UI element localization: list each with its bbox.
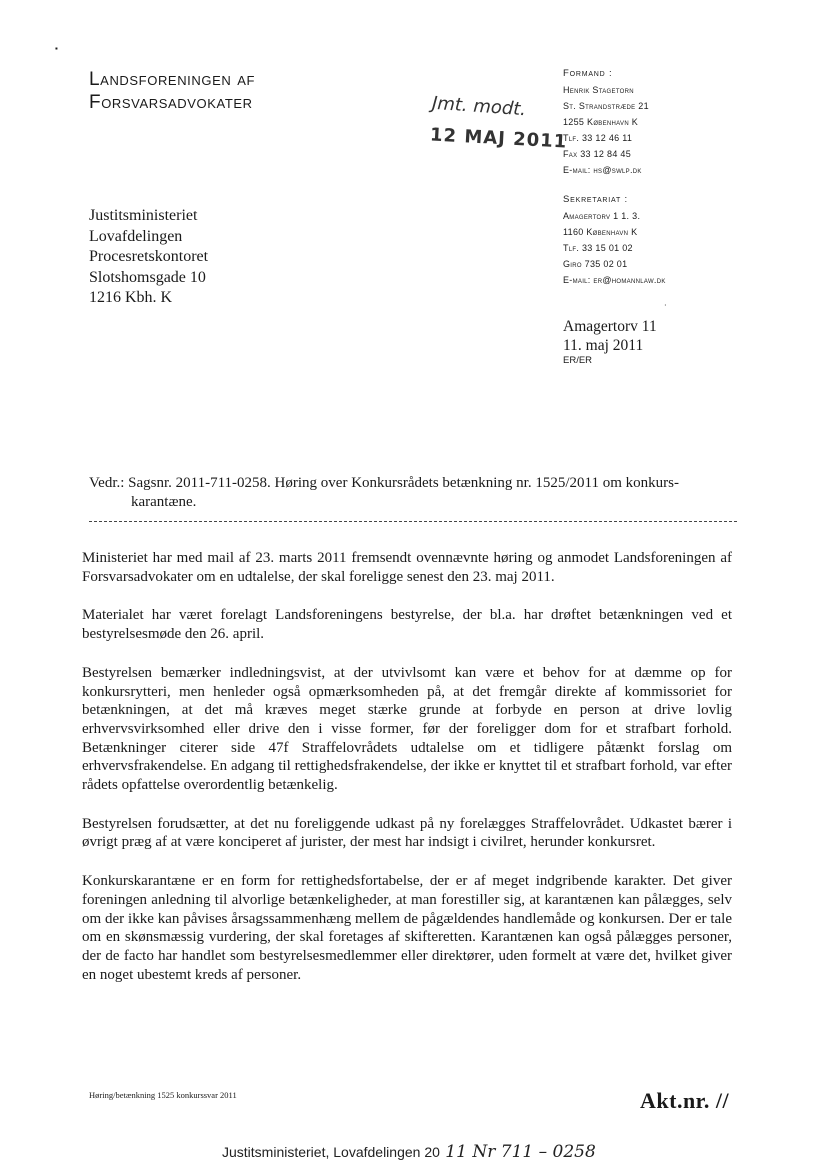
sekretariat-street: Amagertorv 1 1. 3. bbox=[563, 211, 641, 221]
paragraph: Konkurskarantæne er en form for rettighedsfortabelse, der er af meget indgribende karakter. Det giver foreningen anledning til alvorlige betænkeligheder, at man forestiller sig, at karantænen kan pålægges, selv om der ikke kan påvises årsagssammenhæng mellem de pågældendes handlemåde og konkursen. Der er tale om en skønsmæssig vurdering, der skal foretages af skifteretten. Karantænen kan også pålægges personer, der de facto har handlet som bestyrelsesmedlemmer eller direktører, uden formelt at være det, hvilket giver en noget ubestemt kreds af personer. bbox=[82, 873, 732, 983]
subject-line bbox=[89, 474, 739, 512]
recipient-line-3: Procesretskontoret bbox=[89, 248, 209, 265]
recipient-line-5: 1216 Kbh. K bbox=[89, 289, 173, 306]
sekretariat-city: 1160 København K bbox=[563, 227, 638, 237]
formand-email: E-mail: hs@swlp.dk bbox=[563, 165, 642, 175]
paragraph: Ministeriet har med mail af 23. marts 2011 fremsendt ovennævnte høring og anmodet Landsforeningen af Forsvarsadvokater om en udtalelse, der skal foreligge senest den 23. maj 2011. bbox=[82, 550, 732, 585]
paragraph: Bestyrelsen forudsætter, at det nu foreliggende udkast på ny forelægges Straffelovrådet. Udkastet bærer i øvrigt præg af at være konciperet af jurister, der mest har indsigt i civilret, herunder konkursret. bbox=[82, 815, 732, 851]
footer-filename: Høring/betænkning 1525 konkurssvar 2011 bbox=[89, 1090, 237, 1100]
sekretariat-phone: Tlf. 33 15 01 02 bbox=[563, 243, 633, 253]
akt-number-stamp: Akt.nr. // bbox=[640, 1088, 730, 1113]
recipient-line-4: Slotshomsgade 10 bbox=[89, 268, 206, 286]
formand-phone: Tlf. 33 12 46 11 bbox=[563, 133, 633, 143]
formand-fax: Fax 33 12 84 45 bbox=[563, 149, 632, 159]
scan-dot: · bbox=[664, 301, 667, 310]
sekretariat-giro: Giro 735 02 01 bbox=[563, 259, 628, 269]
received-stamp-date: 12 MAJ 2011 bbox=[429, 124, 568, 153]
formand-block bbox=[563, 66, 649, 178]
reference-initials: ER/ER bbox=[563, 355, 593, 366]
place-and-date bbox=[563, 317, 657, 367]
recipient-line-2: Lovafdelingen bbox=[89, 227, 183, 245]
paragraph: Bestyrelsen bemærker indledningsvist, at der utvivlsomt kan være et behov for at dæmme op for konkursrytteri, men henleder også opmærksomheden på, at det fremgår direkte af kommissoriet for betænkningen, at det må kræves meget stærke grunde at forbyde en person at drive lovlig erhvervsvirksomhed eller drive den i visse former, før der foreligger dom for et strafbart forhold. Betænkninger citerer side 47f Straffelovrådets udtalelse om et tidligere påtænkt forslag om erhvervsfrakendelse. En adgang til rettighedsfrakendelse, der ikke er knyttet til et strafbart forhold, var efter rådets opfattelse overordentlig betænkelig. bbox=[82, 664, 732, 794]
sekretariat-email: E-mail: er@homannlaw.dk bbox=[563, 275, 666, 285]
formand-street: St. Strandstræde 21 bbox=[563, 101, 649, 111]
subject-line-1: Vedr.: Sagsnr. 2011-711-0258. Høring over Konkursrådets betænkning nr. 1525/2011 om konkurs- bbox=[89, 475, 679, 491]
formand-city: 1255 København K bbox=[563, 117, 639, 127]
received-stamp-label: Jmt. modt. bbox=[431, 92, 527, 121]
org-line-1: Landsforeningen af bbox=[89, 69, 256, 90]
sender-address: Amagertorv 11 bbox=[563, 318, 657, 335]
formand-heading: Formand : bbox=[563, 68, 613, 79]
sekretariat-block bbox=[563, 192, 666, 288]
recipient-line-1: Justitsministeriet bbox=[89, 207, 198, 224]
org-line-2: Forsvarsadvokater bbox=[89, 92, 253, 113]
paragraph: Materialet har været forelagt Landsforeningens bestyrelse, der bl.a. har drøftet betænkningen ved et bestyrelsesmøde den 26. april. bbox=[82, 607, 732, 643]
organization-name bbox=[89, 68, 255, 114]
recipient-address bbox=[89, 206, 208, 309]
journal-stamp bbox=[222, 1142, 596, 1162]
journal-handwritten-number: 11 Nr 711 – 0258 bbox=[439, 1142, 596, 1162]
sekretariat-heading: Sekretariat : bbox=[563, 194, 628, 205]
subject-line-2: karantæne. bbox=[131, 494, 197, 510]
journal-stamp-text: Justitsministeriet, Lovafdelingen 20 bbox=[222, 1144, 440, 1160]
letter-date: 11. maj 2011 bbox=[563, 337, 644, 354]
letter-body bbox=[82, 549, 732, 1004]
scan-mark: ▪ bbox=[55, 44, 58, 53]
formand-name: Henrik Stagetorn bbox=[563, 85, 634, 95]
subject-divider bbox=[89, 521, 737, 522]
